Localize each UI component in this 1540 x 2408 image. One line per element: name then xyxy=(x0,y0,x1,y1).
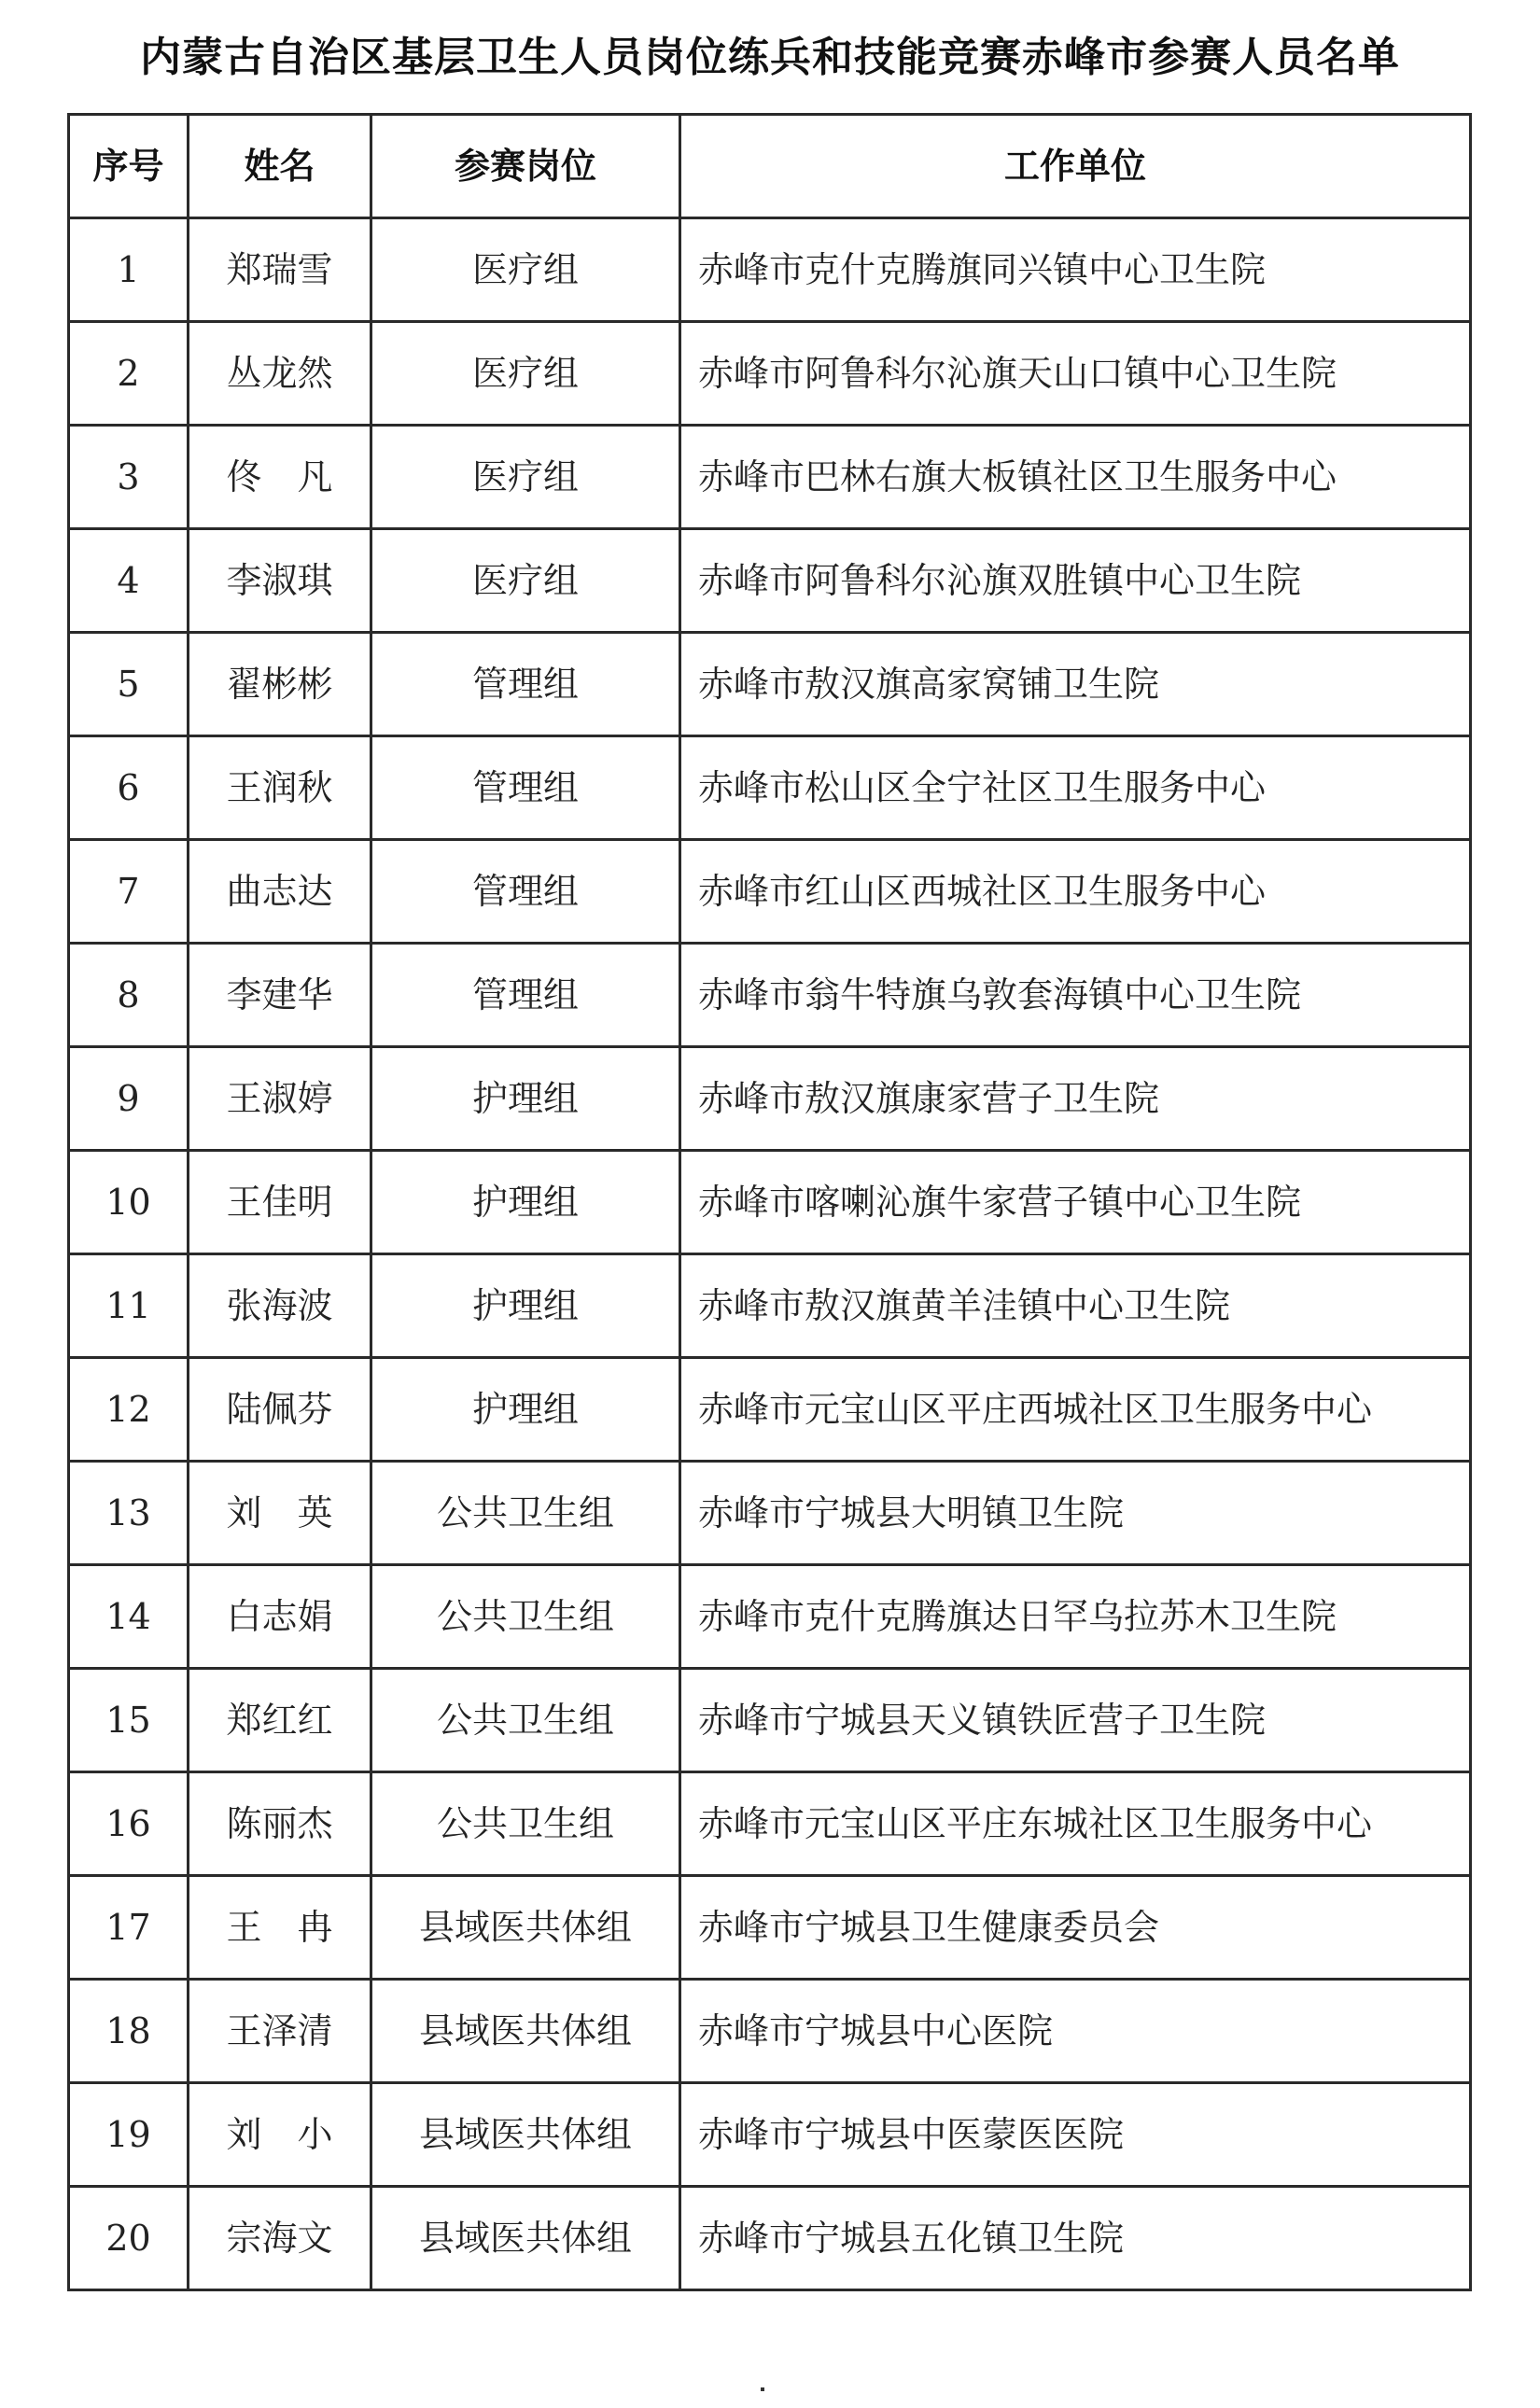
cell-work-unit: 赤峰市敖汉旗康家营子卫生院 xyxy=(680,1047,1471,1151)
cell-serial-number: 13 xyxy=(69,1462,189,1565)
cell-competition-post: 县域医共体组 xyxy=(371,2083,680,2187)
cell-name: 王淑婷 xyxy=(189,1047,371,1151)
header-competition-post: 参赛岗位 xyxy=(371,115,680,218)
cell-competition-post: 县域医共体组 xyxy=(371,2187,680,2290)
table-row xyxy=(69,2083,1471,2187)
cell-name: 白志娟 xyxy=(189,1565,371,1669)
cell-competition-post: 护理组 xyxy=(371,1358,680,1462)
table-row xyxy=(69,1876,1471,1980)
cell-serial-number: 1 xyxy=(69,218,189,322)
cell-serial-number: 6 xyxy=(69,736,189,840)
cell-competition-post: 护理组 xyxy=(371,1254,680,1358)
cell-work-unit: 赤峰市宁城县中心医院 xyxy=(680,1980,1471,2083)
cell-work-unit: 赤峰市元宝山区平庄西城社区卫生服务中心 xyxy=(680,1358,1471,1462)
table-row xyxy=(69,736,1471,840)
document-title: 内蒙古自治区基层卫生人员岗位练兵和技能竞赛赤峰市参赛人员名单 xyxy=(140,34,1400,81)
cell-work-unit: 赤峰市克什克腾旗同兴镇中心卫生院 xyxy=(680,218,1471,322)
table-row xyxy=(69,1047,1471,1151)
cell-serial-number: 18 xyxy=(69,1980,189,2083)
table-row xyxy=(69,426,1471,529)
cell-work-unit: 赤峰市宁城县天义镇铁匠营子卫生院 xyxy=(680,1669,1471,1772)
table-row xyxy=(69,1254,1471,1358)
cell-name: 李建华 xyxy=(189,944,371,1047)
cell-name: 曲志达 xyxy=(189,840,371,944)
cell-work-unit: 赤峰市宁城县卫生健康委员会 xyxy=(680,1876,1471,1980)
cell-serial-number: 2 xyxy=(69,322,189,426)
cell-serial-number: 16 xyxy=(69,1772,189,1876)
table-row xyxy=(69,840,1471,944)
cell-work-unit: 赤峰市宁城县大明镇卫生院 xyxy=(680,1462,1471,1565)
cell-name: 刘 小 xyxy=(189,2083,371,2187)
cell-name: 翟彬彬 xyxy=(189,633,371,736)
table-row xyxy=(69,1151,1471,1254)
cell-name: 佟 凡 xyxy=(189,426,371,529)
cell-serial-number: 9 xyxy=(69,1047,189,1151)
cell-name: 陆佩芬 xyxy=(189,1358,371,1462)
cell-work-unit: 赤峰市阿鲁科尔沁旗天山口镇中心卫生院 xyxy=(680,322,1471,426)
cell-competition-post: 管理组 xyxy=(371,840,680,944)
cell-competition-post: 县域医共体组 xyxy=(371,1876,680,1980)
cell-serial-number: 8 xyxy=(69,944,189,1047)
table-row xyxy=(69,1462,1471,1565)
cell-competition-post: 医疗组 xyxy=(371,529,680,633)
cell-serial-number: 12 xyxy=(69,1358,189,1462)
cell-work-unit: 赤峰市红山区西城社区卫生服务中心 xyxy=(680,840,1471,944)
cell-serial-number: 4 xyxy=(69,529,189,633)
cell-name: 张海波 xyxy=(189,1254,371,1358)
cell-name: 郑红红 xyxy=(189,1669,371,1772)
header-name: 姓名 xyxy=(189,115,371,218)
participant-table xyxy=(67,113,1472,2291)
cell-work-unit: 赤峰市松山区全宁社区卫生服务中心 xyxy=(680,736,1471,840)
cell-work-unit: 赤峰市翁牛特旗乌敦套海镇中心卫生院 xyxy=(680,944,1471,1047)
cell-work-unit: 赤峰市宁城县中医蒙医医院 xyxy=(680,2083,1471,2187)
table-row xyxy=(69,1358,1471,1462)
page-footer-dot xyxy=(761,2387,764,2391)
cell-competition-post: 护理组 xyxy=(371,1151,680,1254)
cell-serial-number: 19 xyxy=(69,2083,189,2187)
table-row xyxy=(69,529,1471,633)
table-row xyxy=(69,1565,1471,1669)
cell-work-unit: 赤峰市元宝山区平庄东城社区卫生服务中心 xyxy=(680,1772,1471,1876)
cell-competition-post: 公共卫生组 xyxy=(371,1669,680,1772)
cell-name: 王 冉 xyxy=(189,1876,371,1980)
cell-serial-number: 15 xyxy=(69,1669,189,1772)
table-row xyxy=(69,633,1471,736)
header-serial-number: 序号 xyxy=(69,115,189,218)
cell-serial-number: 14 xyxy=(69,1565,189,1669)
cell-serial-number: 3 xyxy=(69,426,189,529)
cell-name: 宗海文 xyxy=(189,2187,371,2290)
cell-name: 李淑琪 xyxy=(189,529,371,633)
cell-serial-number: 10 xyxy=(69,1151,189,1254)
cell-name: 刘 英 xyxy=(189,1462,371,1565)
cell-work-unit: 赤峰市敖汉旗高家窝铺卫生院 xyxy=(680,633,1471,736)
cell-serial-number: 11 xyxy=(69,1254,189,1358)
table-row xyxy=(69,2187,1471,2290)
table-row xyxy=(69,322,1471,426)
cell-competition-post: 管理组 xyxy=(371,633,680,736)
cell-competition-post: 公共卫生组 xyxy=(371,1462,680,1565)
cell-serial-number: 7 xyxy=(69,840,189,944)
cell-work-unit: 赤峰市巴林右旗大板镇社区卫生服务中心 xyxy=(680,426,1471,529)
cell-competition-post: 管理组 xyxy=(371,736,680,840)
cell-name: 陈丽杰 xyxy=(189,1772,371,1876)
cell-competition-post: 县域医共体组 xyxy=(371,1980,680,2083)
table-header-row xyxy=(69,115,1471,218)
cell-serial-number: 17 xyxy=(69,1876,189,1980)
cell-competition-post: 护理组 xyxy=(371,1047,680,1151)
cell-work-unit: 赤峰市宁城县五化镇卫生院 xyxy=(680,2187,1471,2290)
cell-name: 王润秋 xyxy=(189,736,371,840)
table-row xyxy=(69,218,1471,322)
cell-serial-number: 5 xyxy=(69,633,189,736)
cell-work-unit: 赤峰市敖汉旗黄羊洼镇中心卫生院 xyxy=(680,1254,1471,1358)
cell-competition-post: 公共卫生组 xyxy=(371,1565,680,1669)
cell-competition-post: 管理组 xyxy=(371,944,680,1047)
table-row xyxy=(69,944,1471,1047)
cell-work-unit: 赤峰市克什克腾旗达日罕乌拉苏木卫生院 xyxy=(680,1565,1471,1669)
table-row xyxy=(69,1980,1471,2083)
cell-serial-number: 20 xyxy=(69,2187,189,2290)
cell-name: 丛龙然 xyxy=(189,322,371,426)
cell-work-unit: 赤峰市喀喇沁旗牛家营子镇中心卫生院 xyxy=(680,1151,1471,1254)
cell-name: 王泽清 xyxy=(189,1980,371,2083)
cell-name: 王佳明 xyxy=(189,1151,371,1254)
cell-work-unit: 赤峰市阿鲁科尔沁旗双胜镇中心卫生院 xyxy=(680,529,1471,633)
header-work-unit: 工作单位 xyxy=(680,115,1471,218)
table-row xyxy=(69,1772,1471,1876)
cell-name: 郑瑞雪 xyxy=(189,218,371,322)
cell-competition-post: 医疗组 xyxy=(371,322,680,426)
table-row xyxy=(69,1669,1471,1772)
cell-competition-post: 医疗组 xyxy=(371,426,680,529)
cell-competition-post: 医疗组 xyxy=(371,218,680,322)
cell-competition-post: 公共卫生组 xyxy=(371,1772,680,1876)
